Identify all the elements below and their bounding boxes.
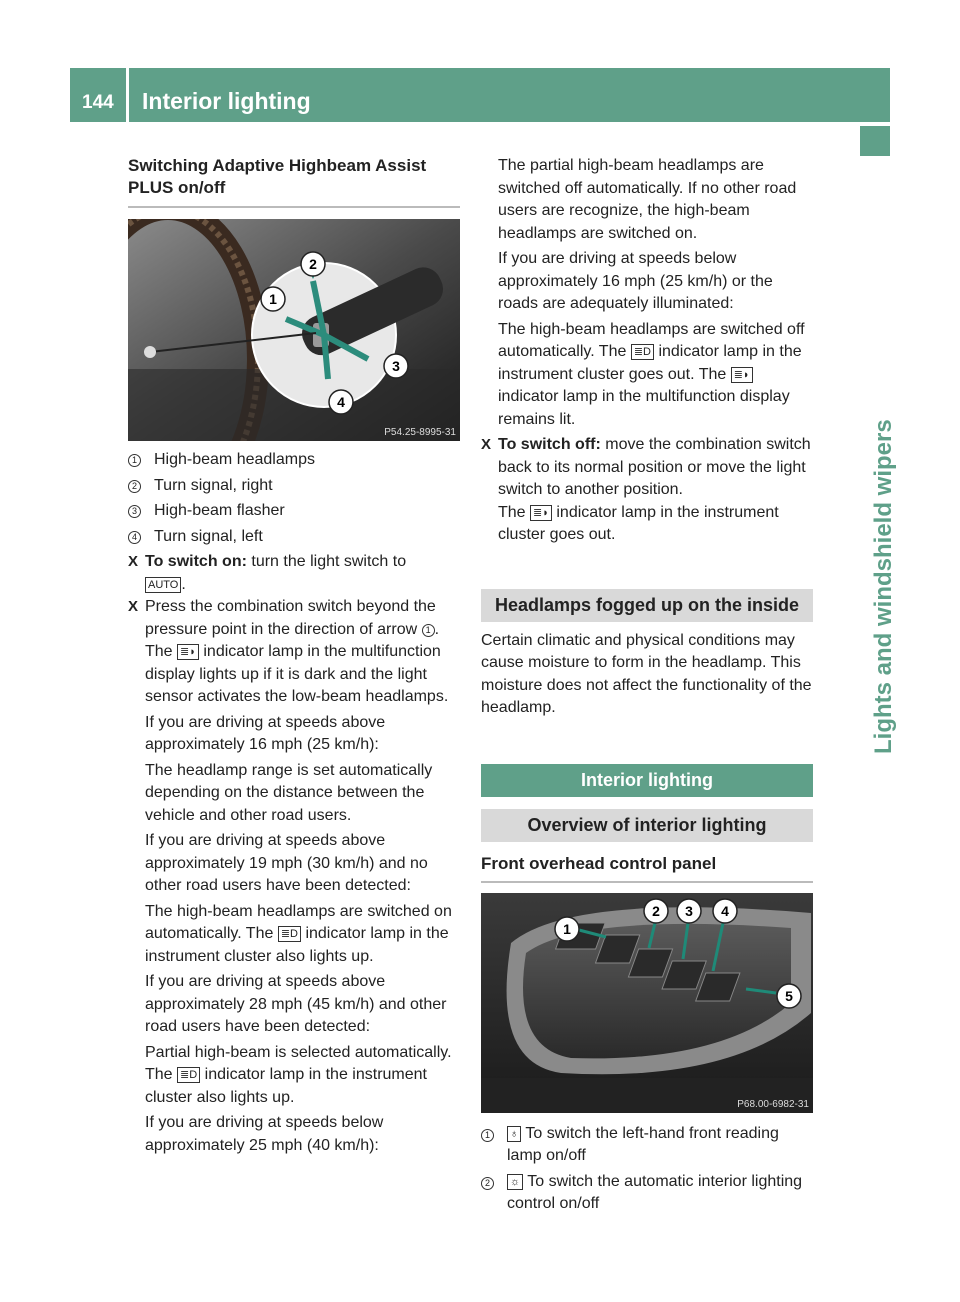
chapter-side-tab — [826, 126, 897, 1176]
fogged-description: Certain climatic and physical conditions may cause moisture to form in the headlamp. This moisture does not affect the functionality of the headlamp. — [481, 631, 812, 716]
combination-switch-illustration — [128, 219, 460, 441]
svg-text:5: 5 — [785, 987, 793, 1004]
section-title: Interior lighting — [142, 88, 311, 114]
high-beam-icon: ≣D — [278, 926, 301, 942]
chapter-title: Lights and windshield wipers — [870, 419, 897, 754]
page-number: 144 — [82, 92, 114, 113]
svg-text:3: 3 — [685, 902, 693, 919]
step-marker-icon: X — [128, 598, 139, 615]
step-press-switch: X Press the combination switch beyond the pressure point in the direction of arrow 1 . The ≣◗ indicator lamp in the multifunction display lights up if it is dark and the light sensor activates the low-beam headlamps. If you are driving at speeds above approximately 16 mph (25 km/h): The headlamp range is set automatically depending on the distance between the vehicle and other road users. If you are driving at speeds above approximately 19 mph (30 km/h) and no other road users have been detected: The high-beam headlamps are switched on automatically. The ≣D indicator lamp in the instrument cluster also lights up. If you are driving at speeds above approximately 28 mph (45 km/h) and other road users have been detected: Partial high-beam is selected automatically. The ≣D indicator lamp in the instrument cluster also lights up. If you are driving at speeds below approximately 25 mph (40 km/h): — [128, 596, 460, 1157]
image-caption: P54.25-8995-31 — [384, 427, 456, 438]
section-heading-interior: Interior lighting — [481, 764, 813, 797]
adaptive-highbeam-icon: ≣◗ — [731, 367, 753, 383]
svg-text:3: 3 — [392, 358, 400, 374]
reading-lamp-icon: ♁ — [507, 1126, 521, 1142]
svg-text:2: 2 — [309, 256, 317, 272]
step-marker-icon: X — [128, 553, 139, 570]
svg-text:1: 1 — [269, 291, 277, 307]
combination-switch-image — [128, 219, 460, 441]
svg-text:4: 4 — [721, 902, 729, 919]
interior-light-auto-icon: ☼ — [507, 1174, 523, 1190]
adaptive-highbeam-icon: ≣◗ — [530, 505, 552, 521]
step-marker-icon: X — [481, 436, 492, 453]
svg-text:2: 2 — [652, 902, 660, 919]
left-column — [128, 155, 460, 1157]
svg-text:4: 4 — [337, 394, 345, 410]
section-heading-highbeam-assist: Switching Adaptive Highbeam Assist PLUS on/off — [128, 155, 460, 208]
legend-item: 2 ☼ To switch the automatic interior lighting control on/off — [481, 1171, 813, 1216]
legend-item: 1 ♁ To switch the left-hand front reading lamp on/off — [481, 1123, 813, 1168]
page-header — [70, 68, 890, 122]
subheading-front-panel: Front overhead control panel — [481, 854, 813, 883]
svg-text:1: 1 — [563, 920, 571, 937]
step-switch-off: X To switch off: move the combination switch back to its normal position or move the light switch to another position. The ≣◗ indicator lamp in the instrument cluster goes out. — [481, 434, 813, 547]
chapter-marker — [860, 126, 890, 156]
high-beam-icon: ≣D — [177, 1067, 200, 1083]
overhead-legend — [481, 1123, 813, 1216]
legend-item: 4 Turn signal, left — [128, 524, 460, 550]
step-switch-on: X To switch on: turn the light switch to AUTO . — [128, 551, 460, 596]
legend-item: 1 High-beam headlamps — [128, 447, 460, 473]
right-column: The partial high-beam headlamps are switched off automatically. If no other road users are recognize, the high-beam headlamps are switched on. If you are driving at speeds below approximately 16 mph (25 km/h) or the roads are adequately illuminated: The high-beam headlamps are switched off automatically. The ≣D indicator lamp in the instrument cluster goes out. The ≣◗ indicator lamp in the multifunction display remains lit. X To switch off: move the combination switch back to its normal position or move the light switch to another position. The ≣◗ indicator lamp in the instrument cluster goes out. Headlamps fogged up on the inside Certain climatic and physical conditions may cause moisture to form in the headlamp. This moisture does not affect the functionality of the headlamp. Interior lighting Overview of interior lighting Front overhead control panel 1 2 3 4 5 P68.00-6982-31 1 ♁ To switch the left-hand front reading lamp on/off 2 ☼ To switch the automatic interior lighting control on/off — [481, 155, 813, 1216]
overhead-panel-illustration — [481, 893, 813, 1113]
image-caption: P68.00-6982-31 — [737, 1098, 809, 1110]
section-heading-fogged: Headlamps fogged up on the inside — [481, 589, 813, 622]
high-beam-icon: ≣D — [631, 344, 654, 360]
legend-item: 2 Turn signal, right — [128, 473, 460, 499]
adaptive-highbeam-icon: ≣◗ — [177, 644, 199, 660]
legend-item: 3 High-beam flasher — [128, 498, 460, 524]
section-heading-overview: Overview of interior lighting — [481, 809, 813, 842]
overhead-panel-image — [481, 893, 813, 1113]
header-divider — [126, 68, 129, 122]
switch-legend — [128, 447, 460, 549]
auto-symbol-icon: AUTO — [145, 577, 181, 593]
